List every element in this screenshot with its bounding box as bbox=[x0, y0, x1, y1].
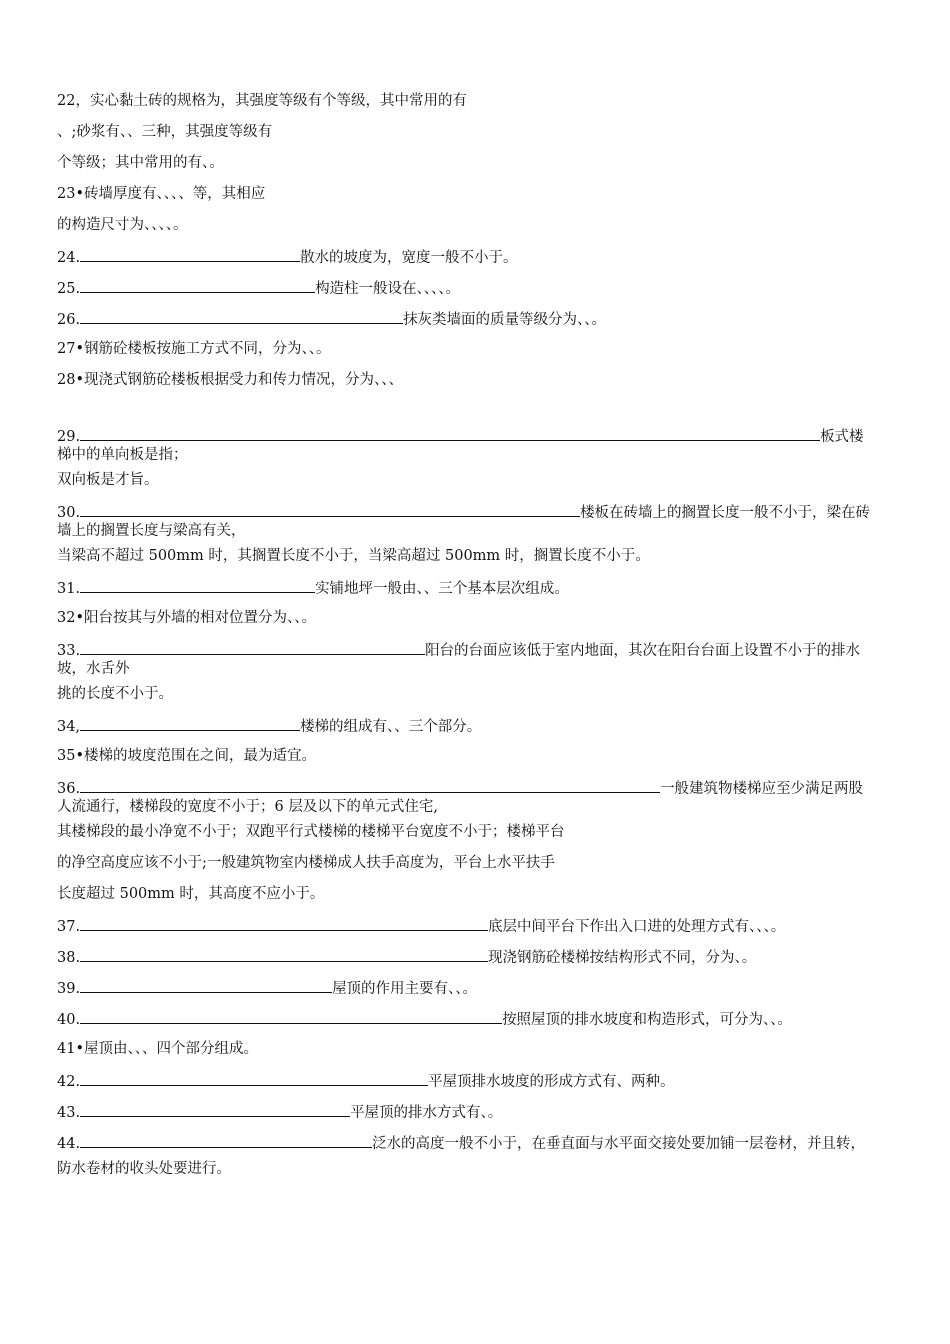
question-number: 23• bbox=[57, 186, 85, 202]
line-23-cont bbox=[57, 216, 877, 247]
line-44 bbox=[57, 1133, 877, 1153]
line-25 bbox=[57, 278, 877, 309]
answer-blank[interactable] bbox=[80, 947, 488, 962]
answer-blank[interactable] bbox=[80, 778, 660, 793]
line-26 bbox=[57, 309, 877, 340]
question-text: 的净空高度应该不小于;一般建筑物室内楼梯成人扶手高度为，平台上水平扶手 bbox=[57, 855, 555, 871]
question-number: 25. bbox=[57, 281, 81, 297]
question-number: 24. bbox=[57, 250, 81, 266]
line-24 bbox=[57, 247, 877, 278]
question-number: 37. bbox=[57, 919, 81, 935]
question-number: 32• bbox=[57, 610, 85, 626]
question-number: 29. bbox=[57, 429, 81, 445]
question-text: 个等级；其中常用的有、。 bbox=[57, 155, 224, 171]
answer-blank[interactable] bbox=[80, 1133, 372, 1148]
question-text: 阳台的台面应该低于室内地面，其次在阳台台面上设置不小于的排水坡，水舌外 bbox=[57, 643, 861, 677]
line-30 bbox=[57, 502, 877, 540]
line-36 bbox=[57, 778, 877, 816]
question-text: 楼梯的坡度范围在之间，最为适宜。 bbox=[84, 748, 317, 764]
answer-blank[interactable] bbox=[80, 426, 820, 441]
line-22-cont-1 bbox=[57, 123, 877, 154]
question-number: 36. bbox=[57, 781, 81, 797]
line-32 bbox=[57, 609, 877, 640]
answer-blank[interactable] bbox=[80, 916, 488, 931]
line-36-cont-3 bbox=[57, 885, 877, 916]
question-text: 平屋顶的排水方式有、。 bbox=[350, 1105, 503, 1121]
line-40 bbox=[57, 1009, 877, 1040]
question-text: 钢筋砼楼板按施工方式不同，分为、、。 bbox=[84, 341, 331, 357]
answer-blank[interactable] bbox=[80, 1102, 350, 1117]
question-text: 长度超过 500mm 时，其高度不应小于。 bbox=[57, 886, 325, 902]
line-43 bbox=[57, 1102, 877, 1133]
answer-blank[interactable] bbox=[80, 309, 403, 324]
answer-blank[interactable] bbox=[80, 640, 425, 655]
answer-blank[interactable] bbox=[80, 1009, 502, 1024]
line-30-cont bbox=[57, 547, 877, 578]
question-text: 一般建筑物楼梯应至少满足两股人流通行，楼梯段的宽度不小于；6 层及以下的单元式住宅, bbox=[57, 781, 864, 815]
line-28 bbox=[57, 371, 877, 402]
question-text: 实心黏土砖的规格为，其强度等级有个等级，其中常用的有 bbox=[89, 93, 467, 109]
question-number: 34, bbox=[57, 719, 81, 735]
question-text: 底层中间平台下作出入口进的处理方式有、、、。 bbox=[488, 919, 786, 935]
question-number: 33. bbox=[57, 643, 81, 659]
question-text: 当梁高不超过 500mm 时，其搁置长度不小于，当梁高超过 500mm 时，搁置长度不小于。 bbox=[57, 548, 650, 564]
question-text: 其楼梯段的最小净宽不小于；双跑平行式楼梯的楼梯平台宽度不小于；楼梯平台 bbox=[57, 824, 565, 840]
question-number: 26. bbox=[57, 312, 81, 328]
line-38 bbox=[57, 947, 877, 978]
spacer bbox=[57, 402, 877, 426]
answer-blank[interactable] bbox=[80, 502, 580, 517]
answer-blank[interactable] bbox=[80, 278, 315, 293]
question-text: 双向板是才旨。 bbox=[57, 472, 159, 488]
question-text: 防水卷材的收头处要进行。 bbox=[57, 1161, 231, 1177]
question-number: 41• bbox=[57, 1041, 85, 1057]
answer-blank[interactable] bbox=[80, 1071, 428, 1086]
answer-blank[interactable] bbox=[80, 578, 315, 593]
line-42 bbox=[57, 1071, 877, 1102]
question-number: 28• bbox=[57, 372, 85, 388]
question-text: 屋顶的作用主要有、、。 bbox=[332, 981, 478, 997]
question-text: 泛水的高度一般不小于，在垂直面与水平面交接处要加铺一层卷材，并且转， bbox=[372, 1136, 866, 1152]
question-text: 平屋顶排水坡度的形成方式有、两种。 bbox=[428, 1074, 675, 1090]
question-text: 的构造尺寸为、、、、。 bbox=[57, 217, 188, 233]
answer-blank[interactable] bbox=[80, 247, 300, 262]
question-number: 30. bbox=[57, 505, 81, 521]
question-text: 按照屋顶的排水坡度和构造形式，可分为、、。 bbox=[502, 1012, 793, 1028]
question-number: 43. bbox=[57, 1105, 81, 1121]
question-number: 42. bbox=[57, 1074, 81, 1090]
line-36-cont-1 bbox=[57, 823, 877, 854]
line-31 bbox=[57, 578, 877, 609]
answer-blank[interactable] bbox=[80, 716, 300, 731]
question-text: 阳台按其与外墙的相对位置分为、、。 bbox=[84, 610, 317, 626]
question-text: 散水的坡度为，宽度一般不小于。 bbox=[300, 250, 518, 266]
line-44-cont bbox=[57, 1160, 877, 1191]
question-text: 挑的长度不小于。 bbox=[57, 686, 173, 702]
question-text: 、;砂浆有、、三种，其强度等级有 bbox=[57, 124, 273, 140]
question-number: 44. bbox=[57, 1136, 81, 1152]
question-text: 砖墙厚度有、、、、等，其相应 bbox=[84, 186, 266, 202]
question-number: 38. bbox=[57, 950, 81, 966]
line-36-cont-2 bbox=[57, 854, 877, 885]
line-33 bbox=[57, 640, 877, 678]
question-number: 31. bbox=[57, 581, 81, 597]
question-text: 构造柱一般设在、、、、。 bbox=[315, 281, 461, 297]
question-number: 27• bbox=[57, 341, 85, 357]
question-text: 楼板在砖墙上的搁置长度一般不小于，梁在砖墙上的搁置长度与梁高有关， bbox=[57, 505, 871, 539]
question-text: 楼梯的组成有、、三个部分。 bbox=[300, 719, 482, 735]
question-text: 实铺地坪一般由、、三个基本层次组成。 bbox=[315, 581, 569, 597]
question-text: 板式楼梯中的单向板是指； bbox=[57, 429, 864, 463]
line-22-cont-2 bbox=[57, 154, 877, 185]
question-text: 抹灰类墙面的质量等级分为、、。 bbox=[403, 312, 607, 328]
line-29 bbox=[57, 426, 877, 464]
line-27 bbox=[57, 340, 877, 371]
answer-blank[interactable] bbox=[80, 978, 332, 993]
line-23 bbox=[57, 185, 877, 216]
document-page bbox=[57, 92, 877, 1191]
question-number: 22， bbox=[57, 93, 90, 109]
line-39 bbox=[57, 978, 877, 1009]
question-text: 屋顶由、、、四个部分组成。 bbox=[84, 1041, 259, 1057]
question-text: 现浇钢筋砼楼梯按结构形式不同，分为、。 bbox=[488, 950, 757, 966]
question-number: 39. bbox=[57, 981, 81, 997]
line-29-cont bbox=[57, 471, 877, 502]
question-text: 现浇式钢筋砼楼板根据受力和传力情况，分为、、、 bbox=[84, 372, 404, 388]
line-41 bbox=[57, 1040, 877, 1071]
line-34 bbox=[57, 716, 877, 747]
line-22 bbox=[57, 92, 877, 123]
question-number: 35• bbox=[57, 748, 85, 764]
line-37 bbox=[57, 916, 877, 947]
line-33-cont bbox=[57, 685, 877, 716]
line-35 bbox=[57, 747, 877, 778]
question-number: 40. bbox=[57, 1012, 81, 1028]
